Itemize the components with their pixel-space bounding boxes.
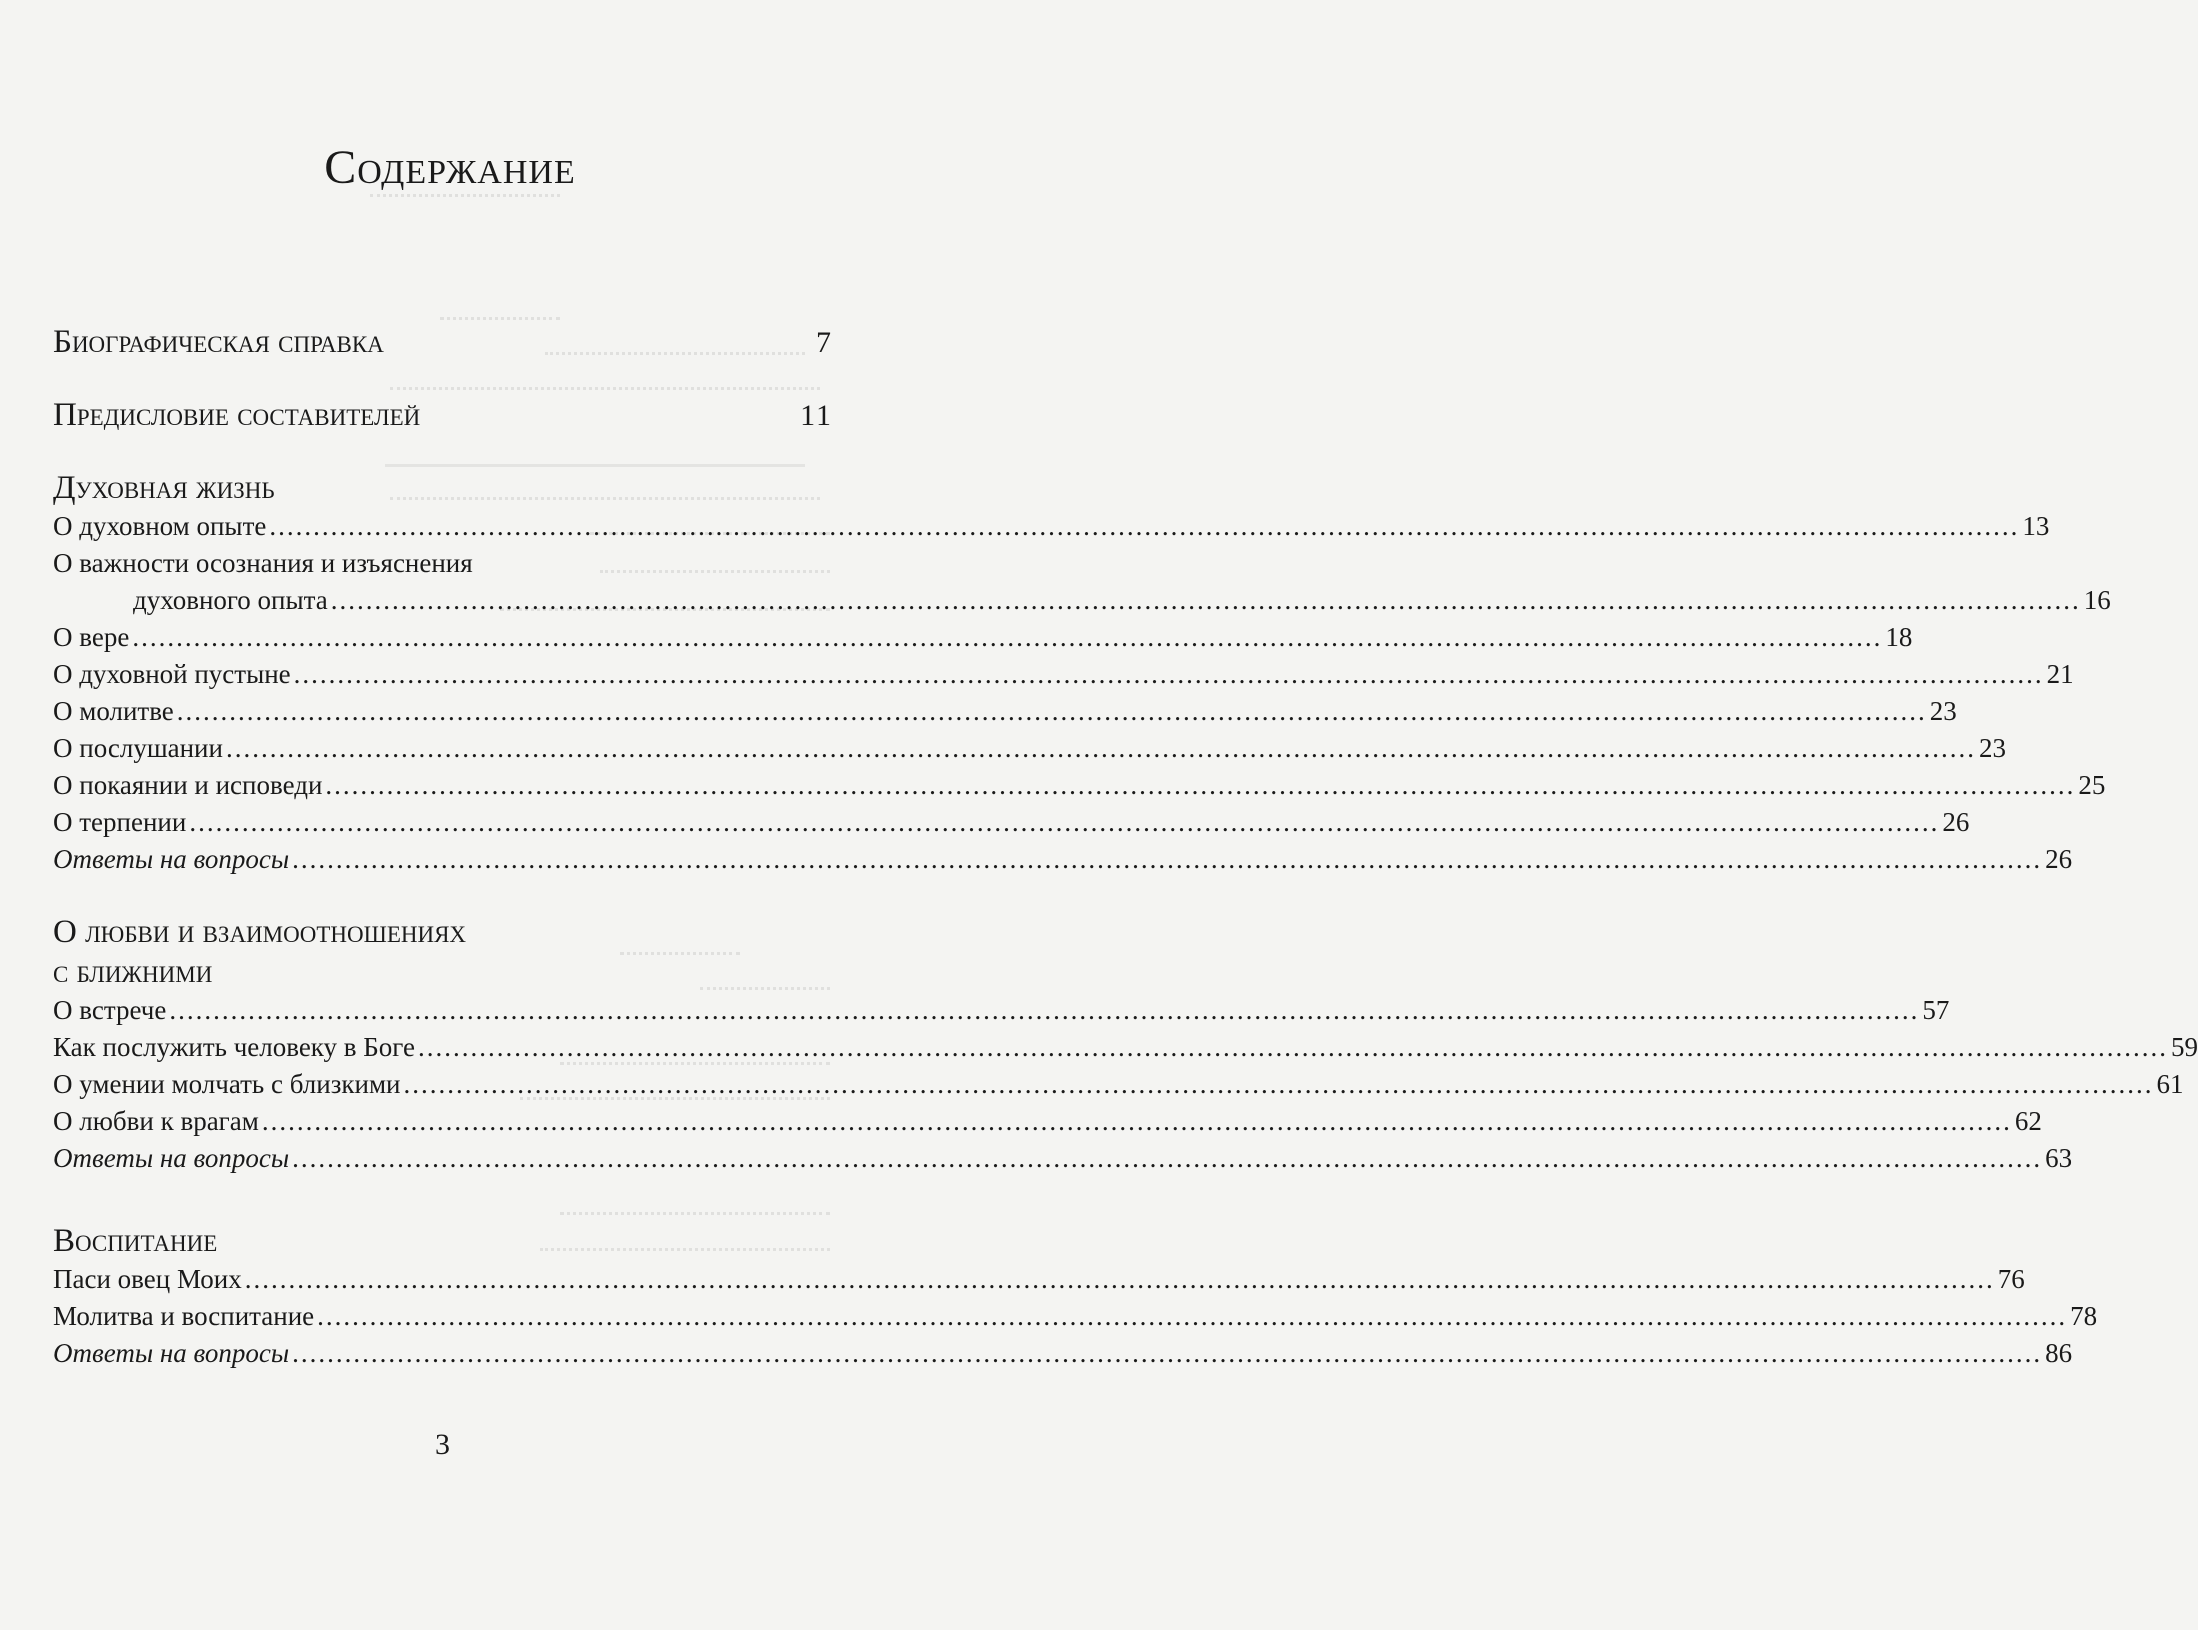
entry-page-number: 78 — [2070, 1301, 2098, 1331]
toc-entry — [53, 1298, 2098, 1335]
toc-section-biography — [53, 322, 833, 363]
dot-leader: ........................................................................................................................................................................................................ — [189, 807, 1940, 837]
entry-title: О духовной пустыне — [53, 659, 291, 689]
toc-entry — [53, 693, 1957, 730]
entry-page-number: 61 — [2156, 1069, 2184, 1099]
dot-leader: ........................................................................................................................................................................................................ — [225, 733, 1976, 763]
toc-section-preface — [53, 395, 833, 436]
entry-title: Ответы на вопросы — [53, 1338, 290, 1368]
entry-title: О покаянии и исповеди — [53, 770, 323, 800]
dot-leader: ........................................................................................................................................................................................................ — [292, 844, 2043, 874]
entry-page-number: 62 — [2014, 1106, 2042, 1136]
entry-title: О встрече — [53, 995, 167, 1025]
toc-entry — [53, 656, 2074, 693]
toc-entry — [53, 992, 1950, 1029]
entry-page-number: 23 — [1929, 696, 1957, 726]
section-title: Предисловие составителей — [53, 397, 421, 433]
toc-entry — [53, 767, 2106, 804]
entry-title: О умении молчать с близкими — [53, 1069, 401, 1099]
chapter-heading-line: с ближними — [53, 954, 213, 990]
chapter-entries-upbringing — [53, 1261, 2098, 1372]
chapter-heading-upbringing: Воспитание — [53, 1223, 218, 1259]
entry-title: О послушании — [53, 733, 223, 763]
section-title: Биографическая справка — [53, 324, 384, 360]
entry-title: О важности осознания и изъяснения — [53, 548, 473, 578]
entry-page-number: 23 — [1978, 733, 2006, 763]
entry-page-number: 25 — [2078, 770, 2106, 800]
entry-title: О любви к врагам — [53, 1106, 259, 1136]
entry-title: духовного опыта — [133, 585, 328, 615]
dot-leader: ........................................................................................................................................................................................................ — [418, 1032, 2168, 1062]
dot-leader: ........................................................................................................................................................................................................ — [176, 696, 1927, 726]
toc-entry — [53, 1066, 2184, 1103]
section-page-number: 11 — [800, 399, 833, 432]
entry-page-number: 63 — [2045, 1143, 2073, 1173]
chapter-heading-spiritual-life: Духовная жизнь — [53, 470, 275, 506]
toc-entry — [53, 1335, 2073, 1372]
entry-page-number: 26 — [2045, 844, 2073, 874]
toc-entry — [53, 1140, 2073, 1177]
dot-leader: ........................................................................................................................................................................................................ — [325, 770, 2076, 800]
toc-entry — [53, 1261, 2025, 1298]
chapter-entries-spiritual-life — [53, 508, 2111, 878]
entry-title: О молитве — [53, 696, 174, 726]
entry-page-number: 26 — [1942, 807, 1970, 837]
page-number: 3 — [435, 1428, 450, 1461]
entry-page-number: 76 — [1997, 1264, 2025, 1294]
chapter-heading-love-relations — [53, 912, 833, 992]
entry-page-number: 18 — [1885, 622, 1913, 652]
dot-leader: ........................................................................................................................................................................................................ — [169, 995, 1920, 1025]
dot-leader: ........................................................................................................................................................................................................ — [317, 1301, 2068, 1331]
toc-entry — [53, 545, 833, 582]
entry-page-number: 21 — [2046, 659, 2074, 689]
entry-title: Ответы на вопросы — [53, 844, 290, 874]
entry-page-number: 13 — [2022, 511, 2050, 541]
dot-leader: ........................................................................................................................................................................................................ — [132, 622, 1883, 652]
dot-leader: ........................................................................................................................................................................................................ — [244, 1264, 1995, 1294]
entry-title: Паси овец Моих — [53, 1264, 242, 1294]
table-of-contents — [53, 300, 2198, 1372]
toc-title: Содержание — [324, 141, 576, 194]
toc-entry — [53, 841, 2073, 878]
toc-entry — [53, 619, 1913, 656]
toc-entry — [53, 1029, 2198, 1066]
entry-title: О терпении — [53, 807, 187, 837]
dot-leader: ........................................................................................................................................................................................................ — [403, 1069, 2154, 1099]
entry-title: Ответы на вопросы — [53, 1143, 290, 1173]
entry-page-number: 59 — [2171, 1032, 2198, 1062]
dot-leader: ........................................................................................................................................................................................................ — [292, 1338, 2043, 1368]
dot-leader: ........................................................................................................................................................................................................ — [292, 1143, 2043, 1173]
dot-leader: ........................................................................................................................................................................................................ — [293, 659, 2044, 689]
section-page-number: 7 — [816, 326, 833, 359]
dot-leader: ........................................................................................................................................................................................................ — [330, 585, 2081, 615]
entry-page-number: 16 — [2083, 585, 2111, 615]
entry-title: Как послужить человеку в Боге — [53, 1032, 415, 1062]
dot-leader: ........................................................................................................................................................................................................ — [261, 1106, 2012, 1136]
entry-title: О духовном опыте — [53, 511, 267, 541]
toc-entry — [53, 804, 1970, 841]
dot-leader: ........................................................................................................................................................................................................ — [269, 511, 2020, 541]
entry-title: О вере — [53, 622, 130, 652]
chapter-entries-love-relations — [53, 992, 2198, 1177]
toc-entry — [53, 1103, 2042, 1140]
toc-entry — [53, 508, 2050, 545]
entry-title: Молитва и воспитание — [53, 1301, 315, 1331]
toc-entry — [53, 730, 2006, 767]
chapter-heading-line: О любви и взаимоотношениях — [53, 914, 467, 950]
toc-entry — [53, 582, 2111, 619]
entry-page-number: 57 — [1922, 995, 1950, 1025]
entry-page-number: 86 — [2045, 1338, 2073, 1368]
